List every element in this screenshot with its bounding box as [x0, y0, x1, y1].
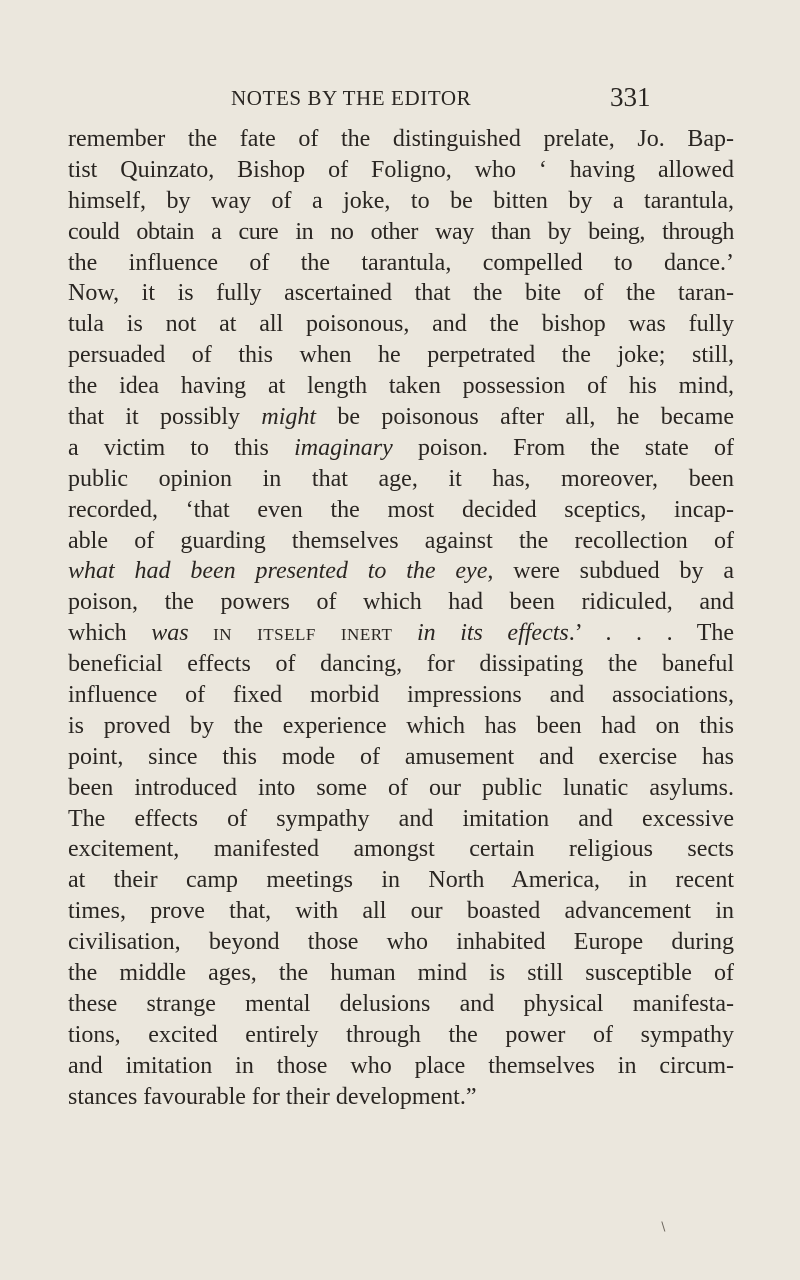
text-line: tula is not at all poisonous, and the bishop was fully	[68, 311, 734, 338]
text-run: , were subdued by a	[487, 558, 734, 585]
text-run: poison. From the state of	[392, 434, 734, 461]
italic-run: what had been presented to the eye	[68, 558, 488, 585]
text-line: times, prove that, with all our boasted advancement in	[68, 898, 734, 925]
text-line: is proved by the experience which has been had on this	[68, 712, 734, 739]
stray-mark: ∖	[659, 1220, 667, 1234]
text-line: himself, by way of a joke, to be bitten by a tarantula,	[68, 187, 734, 214]
text-line: civilisation, beyond those who inhabited Europe during	[68, 929, 734, 956]
text-line: the middle ages, the human mind is still susceptible of	[68, 960, 734, 987]
body-text	[68, 124, 734, 1113]
italic-run: in its effects	[416, 620, 569, 647]
text-run: be poisonous after all, he became	[316, 404, 735, 431]
text-run: which	[68, 620, 152, 647]
text-run	[392, 620, 417, 646]
text-line: poison, the powers of which had been ridiculed, and	[68, 589, 734, 616]
text-line	[68, 618, 734, 649]
text-line: excitement, manifested amongst certain religious sects	[68, 836, 734, 863]
text-line: beneficial effects of dancing, for dissipating the baneful	[68, 651, 734, 678]
text-line: tions, excited entirely through the power of sympathy	[68, 1021, 734, 1048]
text-run: that it possibly	[68, 404, 262, 431]
running-head	[0, 82, 800, 116]
text-line: and imitation in those who place themselves in circum-	[68, 1052, 734, 1079]
text-run: a victim to this	[68, 434, 295, 461]
italic-run: might	[261, 404, 317, 431]
text-line: the idea having at length taken possession of his mind,	[68, 373, 734, 400]
text-line: been introduced into some of our public lunatic asylums.	[68, 774, 734, 801]
text-line: persuaded of this when he perpetrated the joke; still,	[68, 342, 734, 369]
text-line: stances favourable for their development.”	[68, 1083, 477, 1110]
text-run	[189, 620, 214, 646]
text-line: Now, it is fully ascertained that the bite of the taran-	[68, 280, 734, 307]
page-number: 331	[610, 82, 651, 112]
text-line: recorded, ‘that even the most decided sceptics, incap-	[68, 496, 734, 523]
italic-run: imaginary	[294, 434, 393, 461]
small-caps-run: in itself inert	[213, 620, 393, 647]
text-line: influence of fixed morbid impressions and associations,	[68, 682, 734, 709]
text-line: remember the fate of the distinguished prelate, Jo. Bap-	[68, 126, 734, 152]
text-line: the influence of the tarantula, compelled to dance.’	[68, 249, 734, 276]
text-line: at their camp meetings in North America, in recent	[68, 867, 734, 894]
text-line	[68, 402, 734, 433]
text-line: able of guarding themselves against the recollection of	[68, 527, 734, 554]
text-line: public opinion in that age, it has, moreover, been	[68, 465, 734, 492]
text-line: could obtain a cure in no other way than by being, through	[68, 218, 734, 245]
text-line	[68, 556, 734, 587]
italic-run: was	[151, 620, 189, 647]
text-line: these strange mental delusions and physical manifesta-	[68, 990, 734, 1017]
text-line: The effects of sympathy and imitation and excessive	[68, 805, 734, 832]
running-title: NOTES BY THE EDITOR	[231, 86, 472, 110]
text-run: .’ . . . The	[568, 620, 735, 647]
text-line: point, since this mode of amusement and exercise has	[68, 743, 734, 770]
text-line: tist Quinzato, Bishop of Foligno, who ‘ having allowed	[68, 156, 734, 183]
text-line	[68, 433, 734, 464]
